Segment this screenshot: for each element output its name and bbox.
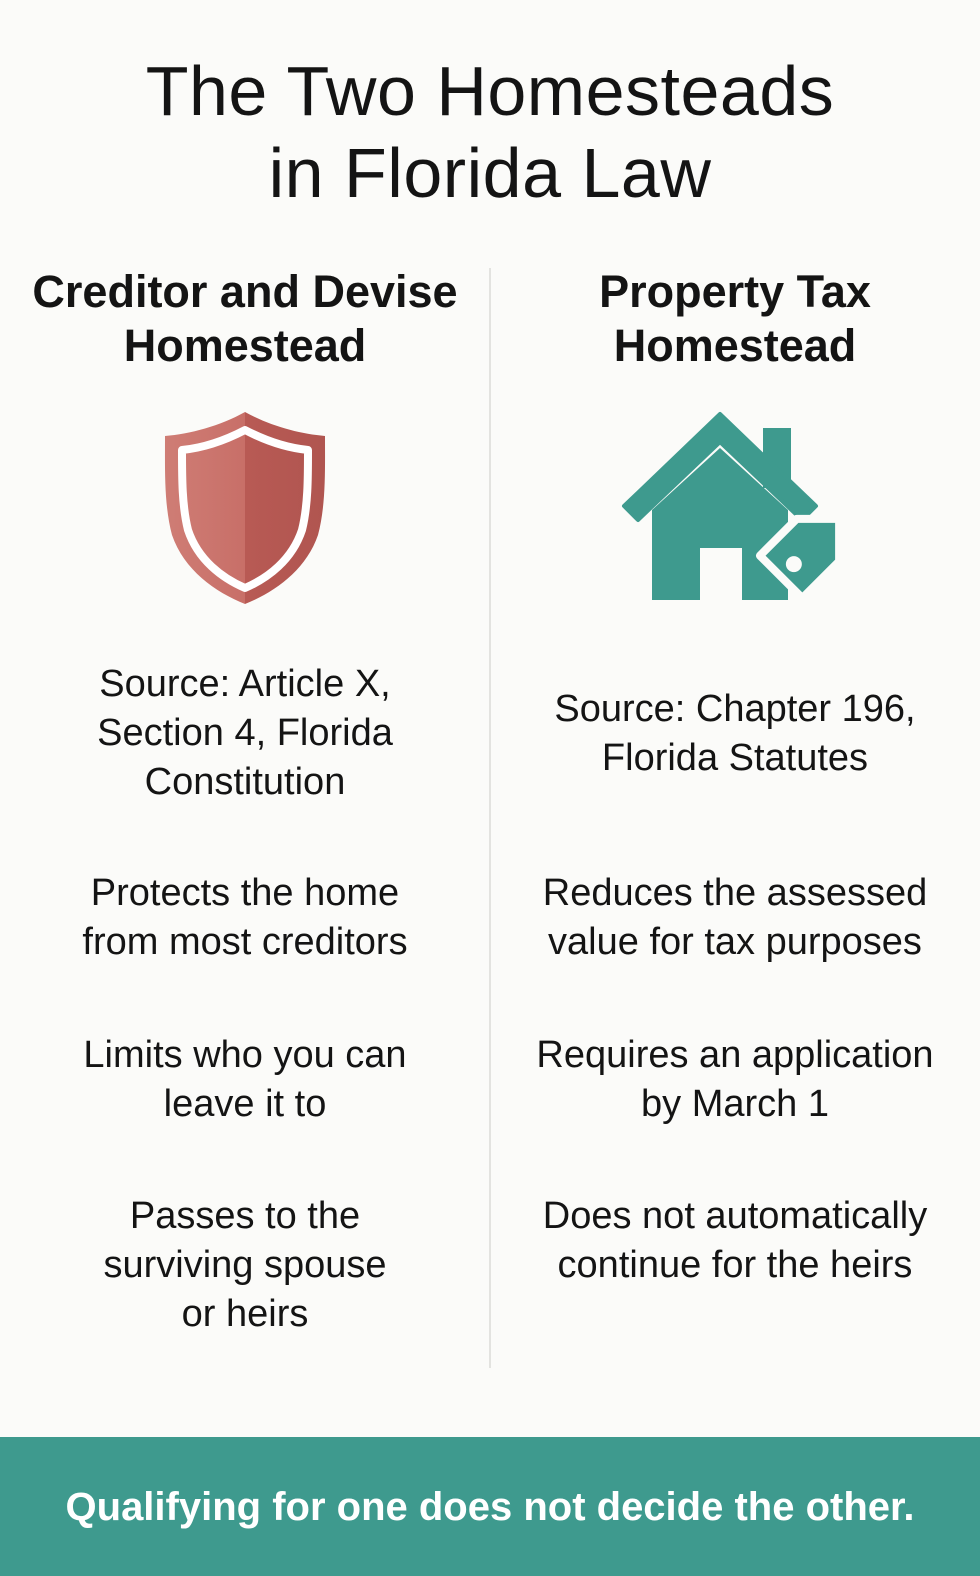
property-tax-heading [500,265,970,373]
left-item-passes-line-2: surviving spouse [103,1244,387,1286]
left-item-protects [10,869,480,967]
left-item-limits-line-1: Limits who you can [83,1034,407,1076]
right-item-reduces-line-1: Reduces the assessed [542,872,928,914]
shield-icon [160,410,330,606]
right-item-source [500,685,970,783]
creditor-devise-heading-line-2: Homestead [123,320,367,371]
house-with-tag-icon [620,410,870,606]
property-tax-heading-line-2: Homestead [613,320,857,371]
footer-text: Qualifying for one does not decide the other. [65,1485,915,1529]
left-item-passes-line-3: or heirs [181,1293,309,1335]
right-item-source-line-1: Source: Chapter 196, [554,688,916,730]
right-item-reduces [500,869,970,967]
right-item-requires-line-1: Requires an application [536,1034,934,1076]
right-item-continue-line-2: continue for the heirs [557,1244,913,1286]
right-item-source-line-2: Florida Statutes [601,737,869,779]
left-item-passes [10,1192,480,1339]
page-title-line-2: in Florida Law [268,134,712,212]
left-item-protects-line-2: from most creditors [82,921,408,963]
page-title-line-1: The Two Homesteads [145,52,835,130]
creditor-devise-heading-line-1: Creditor and Devise [32,266,458,317]
right-item-continue [500,1192,970,1290]
column-divider [489,268,491,1368]
right-item-requires-line-2: by March 1 [641,1083,829,1125]
property-tax-heading-line-1: Property Tax [599,266,871,317]
left-item-limits [10,1031,480,1129]
footer-banner [0,1437,980,1576]
right-item-continue-line-1: Does not automatically [542,1195,928,1237]
page-title [0,50,980,214]
left-item-source-line-2: Section 4, Florida [97,712,393,754]
creditor-devise-heading [10,265,480,373]
left-item-passes-line-1: Passes to the [129,1195,361,1237]
left-item-source-line-3: Constitution [144,761,346,803]
right-item-reduces-line-2: value for tax purposes [548,921,922,963]
left-item-protects-line-1: Protects the home [90,872,400,914]
left-item-source-line-1: Source: Article X, [99,663,391,705]
left-item-limits-line-2: leave it to [163,1083,327,1125]
left-item-source [10,660,480,807]
right-item-requires [500,1031,970,1129]
